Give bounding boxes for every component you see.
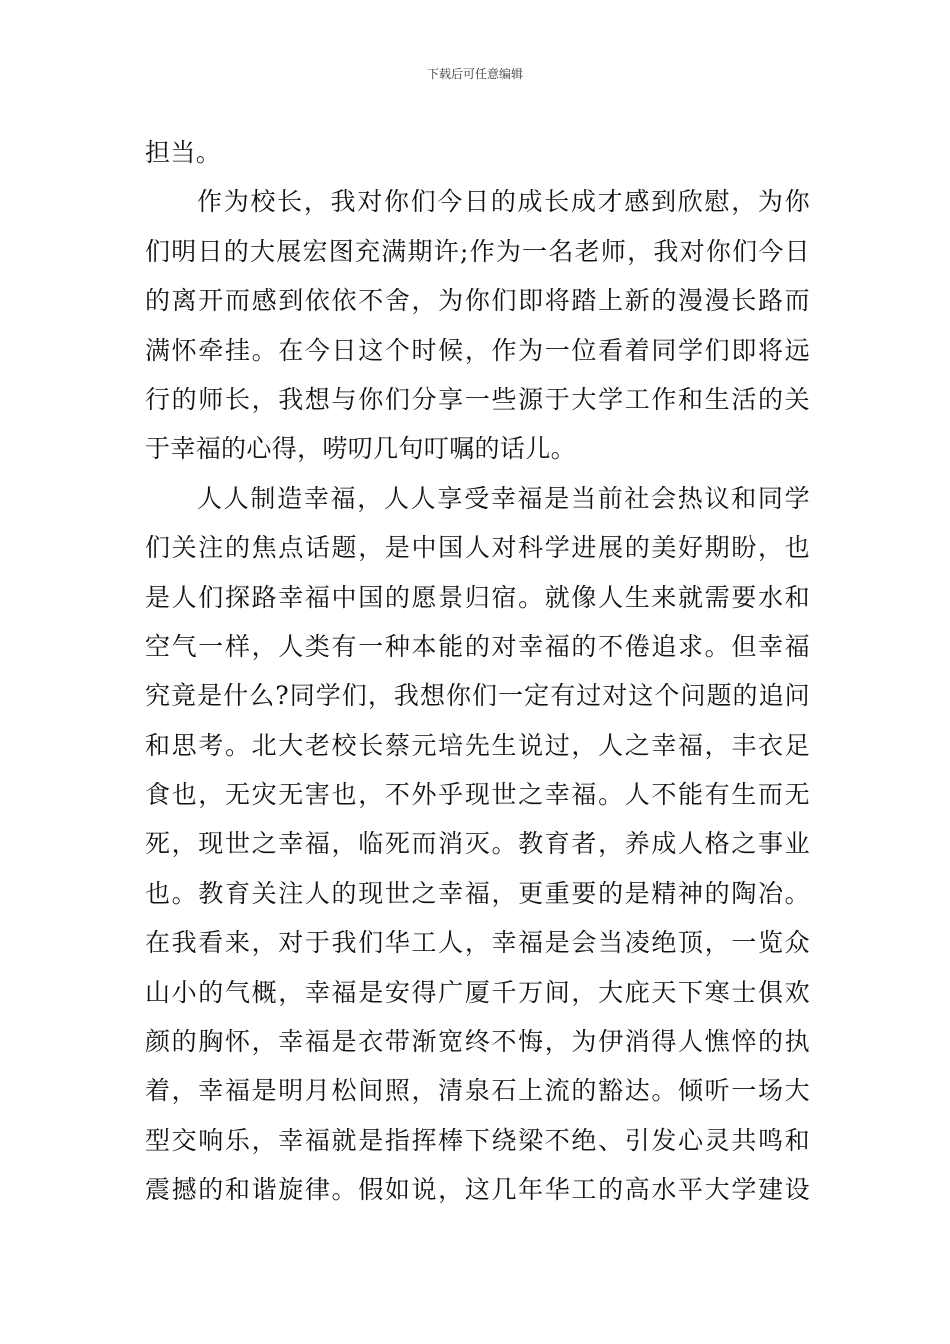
text-line: 的离开而感到依依不舍，为你们即将踏上新的漫漫长路而	[145, 286, 810, 316]
text-line: 颜的胸怀，幸福是衣带渐宽终不悔，为伊消得人憔悴的执	[145, 1027, 810, 1057]
text-line: 满怀牵挂。在今日这个时候，作为一位看着同学们即将远	[145, 335, 810, 365]
text-line: 是人们探路幸福中国的愿景归宿。就像人生来就需要水和	[145, 582, 810, 612]
text-line: 震撼的和谐旋律。假如说，这几年华工的高水平大学建设	[145, 1175, 810, 1205]
page-header: 下载后可任意编辑	[426, 67, 523, 81]
text-line: 空气一样，人类有一种本能的对幸福的不倦追求。但幸福	[145, 631, 810, 661]
text-line: 们明日的大展宏图充满期许;作为一名老师，我对你们今日	[145, 236, 810, 266]
text-line: 行的师长，我想与你们分享一些源于大学工作和生活的关	[145, 384, 810, 414]
text-line: 和思考。北大老校长蔡元培先生说过，人之幸福，丰衣足	[145, 730, 810, 760]
text-line: 型交响乐，幸福就是指挥棒下绕梁不绝、引发心灵共鸣和	[145, 1125, 810, 1155]
text-line: 着，幸福是明月松间照，清泉石上流的豁达。倾听一场大	[145, 1076, 810, 1106]
text-line: 也。教育关注人的现世之幸福，更重要的是精神的陶冶。	[145, 878, 810, 908]
text-line: 食也，无灾无害也，不外乎现世之幸福。人不能有生而无	[145, 780, 810, 810]
text-line: 人人制造幸福，人人享受幸福是当前社会热议和同学	[197, 483, 810, 513]
text-line: 究竟是什么?同学们，我想你们一定有过对这个问题的追问	[145, 681, 810, 711]
text-line: 作为校长，我对你们今日的成长成才感到欣慰，为你	[197, 187, 810, 217]
text-line: 在我看来，对于我们华工人，幸福是会当凌绝顶，一览众	[145, 928, 810, 958]
text-line: 山小的气概，幸福是安得广厦千万间，大庇天下寒士俱欢	[145, 977, 810, 1007]
text-line: 于幸福的心得，唠叨几句叮嘱的话儿。	[145, 434, 576, 464]
text-line: 们关注的焦点话题，是中国人对科学进展的美好期盼，也	[145, 533, 810, 563]
text-line: 死，现世之幸福，临死而消灭。教育者，养成人格之事业	[145, 829, 810, 859]
text-line: 担当。	[145, 138, 222, 167]
body-text	[145, 128, 810, 1215]
